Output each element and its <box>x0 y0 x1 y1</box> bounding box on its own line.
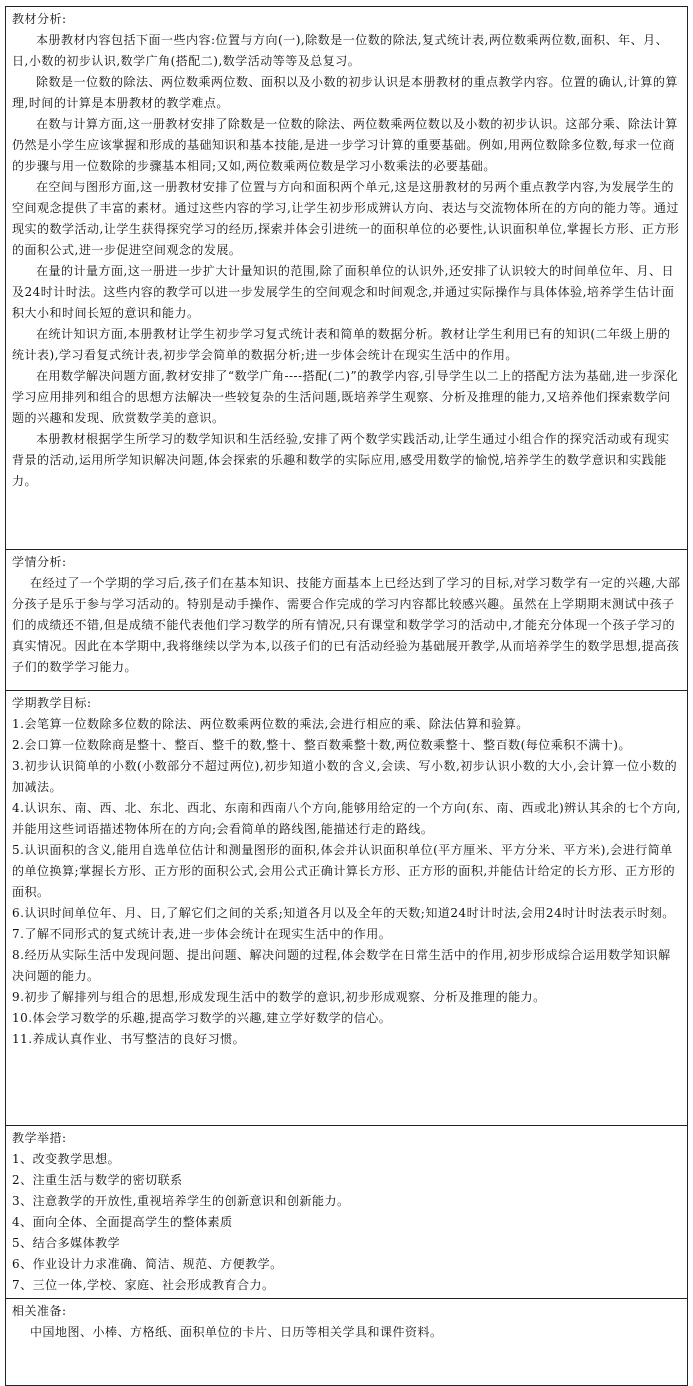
teaching-plan-table <box>5 6 688 1386</box>
situation-cell <box>6 550 688 691</box>
goal-item: 3.初步认识简单的小数(小数部分不超过两位),初步知道小数的含义,会读、写小数,初步认识小数的大小,会计算一位小数的加减法。 <box>12 759 678 794</box>
analysis-title: 教材分析: <box>12 12 67 26</box>
goal-item: 9.初步了解排列与组合的思想,形成发现生活中的数学的意识,初步形成观察、分析及推理的能力。 <box>12 990 546 1004</box>
situation-paragraph: 在经过了一个学期的学习后,孩子们在基本知识、技能方面基本上已经达到了学习的目标,对学习数学有一定的兴趣,大部分孩子是乐于参与学习活动的。特别是动手操作、需要合作完成的学习内容都比较感兴趣。虽然在上学期期末测试中孩子们的成绩还不错,但是成绩不能代表他们学习数学的所有情况,只有课堂和数学学习的活动中,才能充分体现一个孩子学习的真实情况。因此在本学期中,我将继续以学为本,以孩子们的已有活动经验为基础展开教学,从而培养学生的数学思想,提高孩子们的数学学习能力。 <box>12 576 681 674</box>
goal-item: 11.养成认真作业、书写整洁的良好习惯。 <box>12 1032 246 1046</box>
analysis-row <box>6 7 688 550</box>
goal-item: 7.了解不同形式的复式统计表,进一步体会统计在现实生活中的作用。 <box>12 927 392 941</box>
measure-item: 2、注重生活与数学的密切联系 <box>12 1173 183 1187</box>
measures-row <box>6 1126 688 1299</box>
goal-item: 6.认识时间单位年、月、日,了解它们之间的关系;知道各月以及全年的天数;知道24时计时法,会用24时计时法表示时刻。 <box>12 906 675 920</box>
goal-item: 4.认识东、南、西、北、东北、西北、东南和西南八个方向,能够用给定的一个方向(东、南、西或北)辨认其余的七个方向,并能用这些词语描述物体所在的方向;会看简单的路线图,能描述行走的路线。 <box>12 801 681 836</box>
analysis-paragraph: 在用数学解决问题方面,教材安排了“数学广角----搭配(二)”的教学内容,引导学生以二上的搭配方法为基础,进一步深化学习应用排列和组合的思想方法解决一些较复杂的生活问题,既培养学生观察、分析及推理的能力,又培养他们探索数学问题的兴趣和发现、欣赏数学美的意识。 <box>12 369 679 425</box>
analysis-paragraph: 本册教材根据学生所学习的数学知识和生活经验,安排了两个数学实践活动,让学生通过小组合作的探究活动或有现实背景的活动,运用所学知识解决问题,体会探索的乐趣和数学的实际应用,感受用数学的愉悦,培养学生的数学意识和实践能力。 <box>12 432 670 488</box>
analysis-paragraph: 在空间与图形方面,这一册教材安排了位置与方向和面积两个单元,这是这册教材的另两个重点教学内容,为发展学生的空间观念提供了丰富的素材。通过这些内容的学习,让学生初步形成辨认方向、表达与交流物体所在的方向的能力等。通过现实的数学活动,让学生获得探究学习的经历,探索并体会引进统一的面积单位的必要性,认识面积单位,掌握长方形、正方形的面积公式,进一步促进空间观念的发展。 <box>12 180 680 257</box>
goal-item: 10.体会学习数学的乐趣,提高学习数学的兴趣,建立学好数学的信心。 <box>12 1011 392 1025</box>
goals-row <box>6 691 688 1126</box>
goal-item: 8.经历从实际生活中发现问题、提出问题、解决问题的过程,体会数学在日常生活中的作用,初步形成综合运用数学知识解决问题的能力。 <box>12 948 671 983</box>
measure-item: 1、改变教学思想。 <box>12 1152 121 1166</box>
goal-item: 5.认识面积的含义,能用自选单位估计和测量图形的面积,体会并认识面积单位(平方厘米、平方分米、平方米),会进行简单的单位换算;掌握长方形、正方形的面积公式,会用公式正确计算长方形、正方形的面积,并能估计给定的长方形、正方形的面积。 <box>12 843 676 899</box>
analysis-paragraph: 在量的计量方面,这一册进一步扩大计量知识的范围,除了面积单位的认识外,还安排了认识较大的时间单位年、月、日及24时计时法。这些内容的教学可以进一步发展学生的空间观念和时间观念,并通过实际操作与具体体验,培养学生估计面积大小和时间长短的意识和能力。 <box>12 264 675 320</box>
measures-title: 教学举措: <box>12 1131 67 1145</box>
measure-item: 3、注意教学的开放性,重视培养学生的创新意识和创新能力。 <box>12 1194 350 1208</box>
analysis-paragraph: 在统计知识方面,本册教材让学生初步学习复式统计表和简单的数据分析。教材让学生利用已有的知识(二年级上册的统计表),学习看复式统计表,初步学会简单的数据分析;进一步体会统计在现实生活中的作用。 <box>12 327 671 362</box>
measures-cell <box>6 1126 688 1299</box>
measure-item: 6、作业设计力求准确、简洁、规范、方便教学。 <box>12 1257 283 1271</box>
situation-title: 学情分析: <box>12 555 67 569</box>
analysis-cell <box>6 7 688 550</box>
goal-item: 2.会口算一位数除商是整十、整百、整千的数,整十、整百数乘整十数,两位数乘整十、整百数(每位乘积不满十)。 <box>12 738 631 752</box>
analysis-paragraph: 除数是一位数的除法、两位数乘两位数、面积以及小数的初步认识是本册教材的重点教学内容。位置的确认,计算的算理,时间的计算是本册教材的教学难点。 <box>12 75 678 110</box>
goals-title: 学期教学目标: <box>12 696 92 710</box>
preparation-row <box>6 1299 688 1386</box>
goals-cell <box>6 691 688 1126</box>
measure-item: 7、三位一体,学校、家庭、社会形成教育合力。 <box>12 1278 275 1292</box>
measure-item: 5、结合多媒体教学 <box>12 1236 121 1250</box>
preparation-title: 相关准备: <box>12 1304 67 1318</box>
analysis-paragraph: 本册教材内容包括下面一些内容:位置与方向(一),除数是一位数的除法,复式统计表,两位数乘两位数,面积、年、月、日,小数的初步认识,数学广角(搭配二),数学活动等等及总复习。 <box>12 33 669 68</box>
analysis-paragraph: 在数与计算方面,这一册教材安排了除数是一位数的除法、两位数乘两位数以及小数的初步认识。这部分乘、除法计算仍然是小学生应该掌握和形成的基础知识和基本技能,是进一步学习计算的重要基础。例如,用两位数除多位数,每求一位商的步骤与用一位数除的步骤基本相同;又如,两位数乘两位数是学习小数乘法的必要基础。 <box>12 117 678 173</box>
situation-row <box>6 550 688 691</box>
measure-item: 4、面向全体、全面提高学生的整体素质 <box>12 1215 233 1229</box>
preparation-cell <box>6 1299 688 1386</box>
goal-item: 1.会笔算一位数除多位数的除法、两位数乘两位数的乘法,会进行相应的乘、除法估算和验算。 <box>12 717 529 731</box>
preparation-text: 中国地图、小棒、方格纸、面积单位的卡片、日历等相关学具和课件资料。 <box>30 1325 443 1339</box>
